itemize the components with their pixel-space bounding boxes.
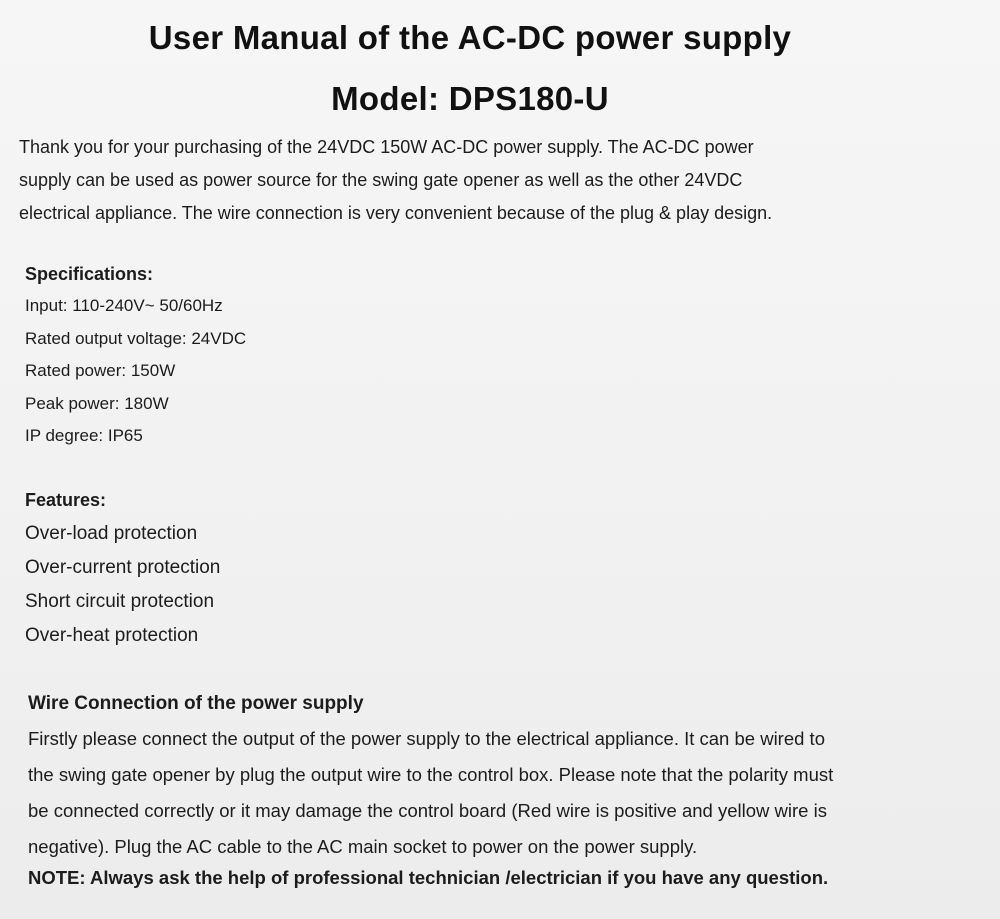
intro-line: electrical appliance. The wire connection is very convenient because of the plug & play design. [19,203,773,223]
wire-line: the swing gate opener by plug the output wire to the control box. Please note that the polarity must [28,764,834,785]
feature-item-overheat: Over-heat protection [25,625,199,646]
feature-item-overcurrent: Over-current protection [25,557,221,578]
feature-item-overload: Over-load protection [25,523,198,544]
wire-line: be connected correctly or it may damage the control board (Red wire is positive and yellow wire is [28,800,827,821]
wire-connection-heading: Wire Connection of the power supply [28,693,364,714]
specifications-list [25,290,246,453]
features-heading: Features: [25,490,107,510]
safety-note: NOTE: Always ask the help of professional technician /electrician if you have any question. [28,867,829,888]
wire-connection-section [28,693,988,891]
intro-line: Thank you for your purchasing of the 24VDC 150W AC-DC power supply. The AC-DC power [19,137,754,157]
page-title: User Manual of the AC-DC power supply [148,19,792,56]
features-list [25,517,220,653]
specifications-heading: Specifications: [25,264,154,284]
spec-item-input: Input: 110-240V~ 50/60Hz [25,296,223,315]
spec-item-output-voltage: Rated output voltage: 24VDC [25,328,247,348]
features-section [25,489,220,653]
spec-item-rated-power: Rated power: 150W [25,361,176,380]
intro-line: supply can be used as power source for the swing gate opener as well as the other 24VDC [19,170,743,190]
intro-paragraph [19,131,979,230]
wire-line: negative). Plug the AC cable to the AC main socket to power on the power supply. [28,836,698,857]
model-title: Model: DPS180-U [331,80,609,117]
wire-line: Firstly please connect the output of the power supply to the electrical appliance. It can be wired to [28,728,825,749]
spec-item-peak-power: Peak power: 180W [25,393,169,413]
specifications-section [25,263,246,453]
spec-item-ip-degree: IP degree: IP65 [25,426,143,445]
wire-connection-paragraph [28,721,988,865]
feature-item-short-circuit: Short circuit protection [25,591,215,612]
